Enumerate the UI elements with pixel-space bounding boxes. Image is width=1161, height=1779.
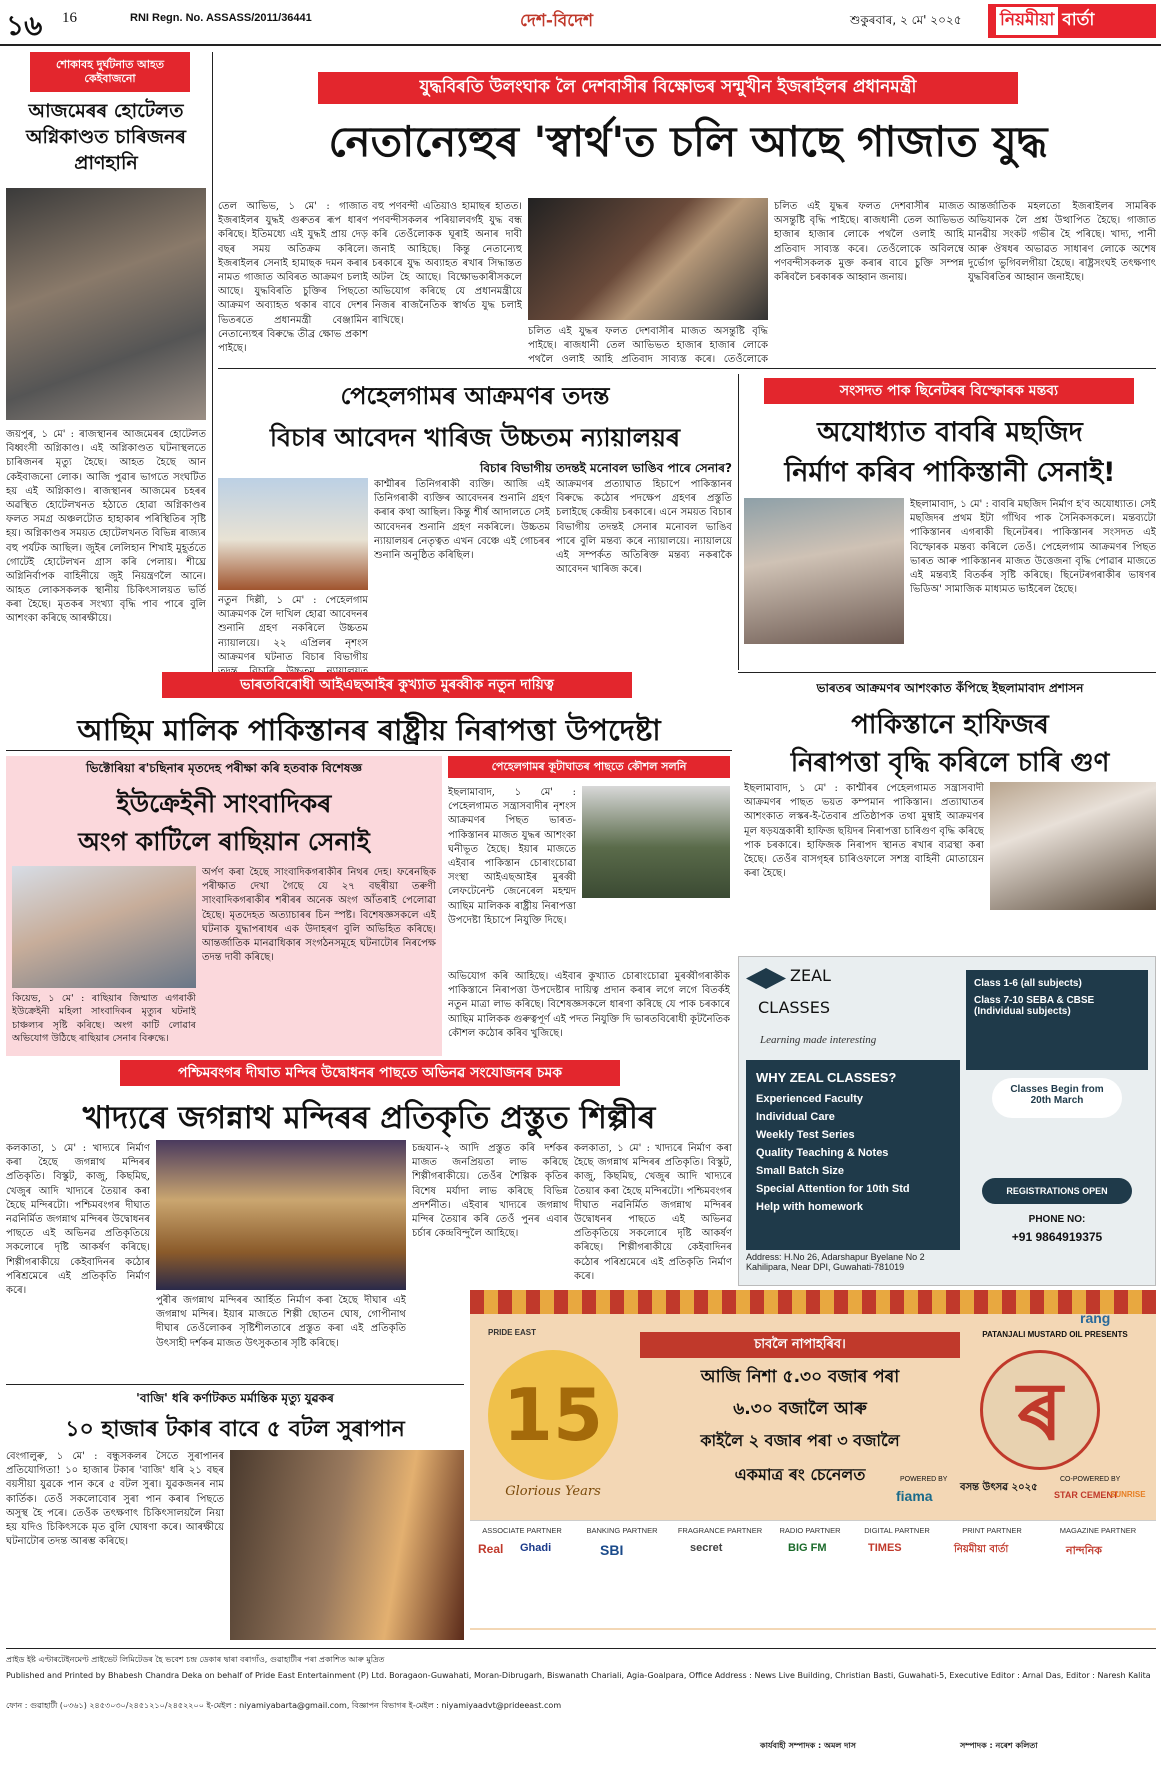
temple-replica-photo: [156, 1140, 406, 1290]
festive-line-4: কাইলৈ ২ বজাৰ পৰা ৩ বজালৈ: [700, 1431, 900, 1450]
secret-logo: secret: [690, 1542, 723, 1554]
zeal-begin: Classes Begin from 20th March: [992, 1078, 1122, 1118]
asim-body-2: অভিযোগ কৰি আহিছে। এইবাৰ কুখ্যাত চোৰাংচোৱা মুৰব্বীগৰাকীক পাকিস্তানে নিৰাপত্তা উপদেষ্টাৰ দায়িত্ব প্ৰদান কৰাৰ লগে লগে বিতৰ্কই নতুন মাত্ৰা লাভ কৰিছে। বিশেষজ্ঞসকলে ধাৰণা কৰিছে যে পাক চৰকাৰে আছিম মালিকক গুৰুত্বপূৰ্ণ এই পদত নিযুক্তি দি ভাৰতবিৰোধী কূটনৈতিক কৌশল কঠোৰ কৰিব খুজিছে।: [448, 971, 730, 1039]
asim-kicker: ভাৰতবিৰোধী আইএছআইৰ কুখ্যাত মুৰব্বীক নতুন দায়িত্ব: [162, 672, 632, 698]
zeal-feature: Experienced Faculty: [756, 1093, 863, 1105]
footer-line-2: Published and Printed by Bhabesh Chandra Deka on behalf of Pride East Entertainment (P) Ltd. Boragaon-Guwahati, Moran-Dibrugarh, Biswanath Chariali, Agia-Goalpara, Office Address : News Live Building, Christian Basti, Guwahati-5, Executive Editor : Arnal Das, Editor : Naresh Kalita: [6, 1671, 1151, 1680]
hafiz-kicker: ভাৰতৰ আক্ৰমণৰ আশংকাত কঁপিছে ইছলামাবাদ প্ৰশাসন: [816, 681, 1084, 695]
zeal-class-1: Class 1-6 (all subjects): [974, 978, 1082, 989]
zeal-feature: Help with homework: [756, 1201, 863, 1213]
page-number-latin: 16: [62, 10, 77, 26]
jagannath-col3: চন্দ্ৰযান-২ আদি প্ৰস্তুত কৰি দৰ্শকৰ মাজত জনপ্ৰিয়তা লাভ কৰিছে শিল্পীগৰাকীয়ে। তেওঁৰ শৈল্পিক কৃতিৰ বিশেষ মৰ্যাদা লাভ কৰিছে বিভিন্ন প্ৰদৰ্শনীত। এইবাৰ খাদ্যৰে জগন্নাথ মন্দিৰ তৈয়াৰ কৰি তেওঁ পুনৰ এবাৰ চৰ্চাৰ কেন্দ্ৰবিন্দুলৈ আহিছে।: [412, 1143, 568, 1240]
ajmer-body: জয়পুৰ, ১ মে' : ৰাজস্থানৰ আজমেৰৰ হোটেলত বিধ্বংসী অগ্নিকাণ্ড। এই অগ্নিকাণ্ডত ঘটনাস্থলতে চাৰিজনৰ মৃত্যু হৈছে। আহত হৈছে আন কেইবাজনো লোক। আজি পুৱাৰ ভাগতে সংঘটিত হয় এই অগ্নিকাণ্ড। ৰাজস্থানৰ আজমেৰ চহৰৰ অৱস্থিত হোটেলখনত হঠাতে হোৱা অগ্নিকাণ্ডৰ ফলত সমগ্ৰ অঞ্চলটোত হাহাকাৰ পৰিস্থিতিৰ সৃষ্টি হয়। অগ্নিকাণ্ডৰ সময়ত হোটেলখনত বিভিন্ন ৰাজ্যৰ বহু পৰ্যটক আছিল। জুইৰ লেলিহান শিখাই মুহূৰ্ততে গোটেই হোটেলখন গ্ৰাস কৰি পেলায়। শীঘ্ৰে অগ্নিনিৰ্বাপক বাহিনীয়ে জুই নিয়ন্ত্ৰণলৈ আনে। আহত লোকসকলক স্থানীয় চিকিৎসালয়ত ভৰ্তি কৰা হৈছে। মৃতকৰ সংখ্যা বৃদ্ধি পাব পাৰে বুলি আশংকা কৰিছে আৰক্ষীয়ে।: [6, 429, 206, 625]
patanjali-logo: PATANJALI MUSTARD OIL PRESENTS: [982, 1330, 1128, 1339]
jagannath-col4: কলকাতা, ১ মে' : খাদ্যৰে নিৰ্মাণ কৰা হৈছে জগন্নাথ মন্দিৰৰ প্ৰতিকৃতি। বিস্কুট, কাজু, কিছমিছ, খেজুৰ আদি খাদ্যৰে তৈয়াৰ কৰা হৈছে মন্দিৰটো। পশ্চিমবংগৰ দীঘাত নৱনিৰ্মিত জগন্নাথ মন্দিৰৰ উদ্বোধনৰ পাছতে এই অভিনৱ প্ৰতিকৃতিয়ে সকলোৰে দৃষ্টি আকৰ্ষণ কৰিছে। শিল্পীগৰাকীয়ে কেইবাদিনৰ কঠোৰ পৰিশ্ৰমেৰে এই প্ৰতিকৃতি নিৰ্মাণ কৰে।: [574, 1143, 732, 1282]
jagannath-col2: পুৰীৰ জগন্নাথ মন্দিৰৰ আৰ্হিত নিৰ্মাণ কৰা হৈছে দীঘাৰ এই জগন্নাথ মন্দিৰ। ইয়াৰ মাজতে শিল্পী ছোতন ঘোষ, গোপীনাথ দীঘাৰ তেওঁলোকৰ সৃষ্টিশীলতাৰে প্ৰস্তুত কৰা এই প্ৰতিকৃতি উৎসাহী দৰ্শকৰ মাজত উৎসুকতাৰ সৃষ্টি কৰিছে।: [156, 1295, 406, 1349]
pahalgam-body-1: নতুন দিল্লী, ১ মে' : পেহেলগাম আক্ৰমণক লৈ দাখিল হোৱা আবেদনৰ শুনানি গ্ৰহণ নকৰিলে উচ্চতম ন্যায়ালয়ে। ২২ এপ্ৰিলৰ নৃশংস আক্ৰমণৰ ঘটনাত বিচাৰ বিভাগীয়: [218, 595, 368, 663]
logo-text-b: বাৰ্তা: [1062, 10, 1095, 30]
ajmer-fire-photo: [6, 188, 206, 420]
jagannath-kicker: পশ্চিমবংগৰ দীঘাত মন্দিৰ উদ্বোধনৰ পাছতে অভিনৱ সংযোজনৰ চমক: [120, 1060, 620, 1086]
footer-editor: সম্পাদক : নৰেশ কলিতা: [960, 1741, 1038, 1750]
big-ra-letter: ৰ: [980, 1350, 1100, 1470]
prideeast-logo: PRIDE EAST: [488, 1328, 537, 1337]
hafiz-body: ইছলামাবাদ, ১ মে' : কাশ্মীৰৰ পেহেলগামত সন্ত্ৰাসবাদী আক্ৰমণৰ পাছত ভয়ত কম্পমান পাকিস্তান। প্ৰত্যাঘাতৰ আশংকাত লস্কৰ-ই-তৈবাৰ প্ৰতিষ্ঠাপক তথা মুম্বাই আক্ৰমণৰ মূল ষড়যন্ত্ৰকাৰী হাফিজ ছয়িদৰ নিৰাপত্তা চাৰিগুণ বৃদ্ধি কৰিছে পাক চৰকাৰে। হাফিজক নিৰাপদ স্থানত ৰখাৰ ব্যৱস্থা কৰা হৈছে। তেওঁৰ বাসগৃহৰ চাৰিওফালে সশস্ত্ৰ বাহিনী মোতায়েন কৰা হৈছে।: [744, 783, 984, 880]
pahalgam-body-3: আক্ৰমণৰ প্ৰত্যাঘাত হিচাপে পাকিস্তানৰ বিৰুদ্ধে কঠোৰ পদক্ষেপ গ্ৰহণৰ প্ৰস্তুতি চলাইছে কেন্দ্ৰীয় চৰকাৰে। এনে সময়ত বিচাৰ বিভাগীয় তদন্তই সেনাৰ মনোবল ভাঙিব পাৰে বুলি মন্তব্য কৰে ন্যায়ালয়ে। ন্যায়ালয়ে এই সম্পৰ্কত অতিৰিক্ত মন্তব্য নকৰাকৈ আবেদন খাৰিজ কৰে।: [556, 479, 732, 576]
newspaper-logo: [988, 4, 1156, 38]
jagannath-headline: খাদ্যৰে জগন্নাথ মন্দিৰৰ প্ৰতিকৃতি প্ৰস্তুত শিল্পীৰ: [82, 1100, 656, 1136]
sunrise-logo: SUNRISE: [1110, 1490, 1146, 1499]
rang-logo: rang: [1080, 1310, 1111, 1326]
asim-headline: আছিম মালিক পাকিস্তানৰ ৰাষ্ট্ৰীয় নিৰাপত্তা উপদেষ্টা: [77, 713, 661, 747]
page-number: ১৬: [6, 9, 43, 42]
zeal-phone: +91 9864919375: [1011, 1230, 1103, 1244]
column-divider: [212, 52, 213, 682]
footer-divider: [6, 1648, 1156, 1649]
gaza-col4: আন্তৰ্জাতিক মহলতো ইজৰাইলৰ সামৰিক অভিযানক লৈ প্ৰশ্ন উত্থাপিত হৈছে। গাজাত মানৱীয় সংকট গভীৰ হৈ পৰিছে। খাদ্য, পানী আৰু ঔষধৰ অভাৱত সাধাৰণ লোকে অশেষ দুৰ্ভোগ ভুগিবলগীয়া হৈছে। ৰাষ্ট্ৰসংঘই তৎক্ষণাৎ যুদ্ধবিৰতিৰ আহ্বান জনাইছে।: [968, 201, 1156, 283]
ukraine-headline-1: ইউক্ৰেইনী সাংবাদিকৰ: [116, 789, 332, 818]
jagannath-col1: কলকাতা, ১ মে' : খাদ্যৰে নিৰ্মাণ কৰা হৈছে জগন্নাথ মন্দিৰৰ প্ৰতিকৃতি। বিস্কুট, কাজু, কিছমিছ, খেজুৰ আদি খাদ্যৰে তৈয়াৰ কৰা হৈছে মন্দিৰটো। পশ্চিমবংগৰ দীঘাত নৱনিৰ্মিত জগন্নাথ মন্দিৰৰ উদ্বোধনৰ পাছতে এই অভিনৱ প্ৰতিকৃতিয়ে সকলোৰে দৃষ্টি আকৰ্ষণ কৰিছে। শিল্পীগৰাকীয়ে কেইবাদিনৰ কঠোৰ পৰিশ্ৰমেৰে এই প্ৰতিকৃতি নিৰ্মাণ কৰে।: [6, 1143, 150, 1296]
babri-headline-1: অযোধ্যাত বাবৰি মছজিদ: [817, 417, 1083, 448]
zeal-title-2: CLASSES: [758, 998, 830, 1017]
section-title: দেশ-বিদেশ: [520, 11, 594, 31]
basanta-utsav: বসন্ত উৎসৱ ২০২৫: [960, 1482, 1038, 1493]
asim-inner-kicker: পেহেলগামৰ কূটাঘাতৰ পাছতে কৌশল সলনি: [448, 756, 730, 778]
gaza-col3b: চলিত এই যুদ্ধৰ ফলত দেশবাসীৰ মাজত অসন্তুষ্টি বৃদ্ধি পাইছে। ৰাজধানী তেল আভিভত হাজাৰ হাজাৰ লোকে পথলৈ ওলাই আহি প্ৰতিবাদ সাব্যস্ত কৰে। তেওঁলোকে অবিলম্বে পণবন্দীসকলক মুক্ত কৰাৰ বাবে চুক্তি সম্পন্ন কৰিবলৈ চৰকাৰক আহ্বান জনায়।: [774, 201, 964, 283]
section-divider: [6, 750, 732, 751]
section-divider: [218, 368, 1156, 369]
zeal-feature: Quality Teaching & Notes: [756, 1147, 889, 1159]
festive-border: [470, 1290, 1156, 1314]
ghadi-logo: Ghadi: [520, 1542, 552, 1554]
bigfm-logo: BIG FM: [788, 1542, 827, 1554]
nandanik-logo: নান্দনিক: [1066, 1544, 1102, 1557]
babri-body: ইছলামাবাদ, ১ মে' : বাবৰি মছজিদ নিৰ্মাণ হ'ব অযোধ্যাত। সেই মছজিদৰ প্ৰথম ইটা গাঁথিব পাক সৈনিকসকলে। মন্তব্যটো পাকিস্তানৰ এগৰাকী ছিনেটৰৰ। পাকিস্তানৰ সংসদত এই বিস্ফোৰক মন্তব্য কৰিলে তেওঁ। পেহেলগাম আক্ৰমণৰ পিছত ভাৰত আৰু পাকিস্তানৰ মাজত উত্তেজনা বৃদ্ধি পোৱাৰ মাজতে এই মন্তব্যই বিতৰ্কৰ সৃষ্টি কৰিছে। ছিনেটৰগৰাকীৰ ভাষণৰ ভিডিঅ' সামাজিক মাধ্যমত ভাইৰেল হৈছে।: [910, 499, 1156, 596]
gaza-col2: বহু পণবন্দী এতিয়াও হামাছৰ হাতত। পণবন্দীসকলৰ পৰিয়ালবৰ্গই যুদ্ধ বন্ধ কৰি তেওঁলোকক ঘূৰাই অনাৰ দাবী জনাই আহিছে। কিন্তু নেতান্যেহু চৰকাৰে যুদ্ধ অব্যাহত ৰখাৰ সিদ্ধান্তত অটল হৈ আছে। বিক্ষোভকাৰীসকলে অভিযোগ কৰিছে যে প্ৰধানমন্ত্ৰীয়ে নিজৰ ৰাজনৈতিক স্বাৰ্থত যুদ্ধ চলাই ৰাখিছে।: [372, 201, 522, 326]
ukraine-caption: কিয়েভ, ১ মে' : ৰাছিয়াৰ জিম্মাত এগৰাকী ইউক্ৰেইনী মহিলা সাংবাদিকৰ মৃত্যুৰ ঘটনাই চাঞ্চল্যৰ সৃষ্টি কৰিছে। অংগ কাটি লোৱাৰ অভিযোগ উঠিছে ৰাছিয়াৰ সেনাৰ বিৰুদ্ধে।: [12, 993, 196, 1044]
ukraine-headline-2: অংগ কাটিলে ৰাছিয়ান সেনাই: [78, 827, 370, 856]
zeal-title-1: ZEAL: [790, 966, 831, 985]
section-divider: [738, 672, 1156, 673]
partner-label: ASSOCIATE PARTNER: [482, 1526, 562, 1535]
gaza-col1: তেল আভিভ, ১ মে' : গাজাত ইজৰাইলৰ যুদ্ধই গুৰুতৰ ৰূপ ধাৰণ কৰিছে। ইতিমধ্যে এই যুদ্ধই প্ৰায় দেড় বছৰ সময় অতিক্ৰম কৰিলে। ইজৰাইলৰ সেনাই হামাছক দমন কৰাৰ নামত গাজাত অবিৰত আক্ৰমণ চলাই আছে। যুদ্ধবিৰতি চুক্তিৰ পিছতো আক্ৰমণ অব্যাহত থকাৰ বাবে দেশৰ ভিতৰতে প্ৰধানমন্ত্ৰী বেঞ্জামিন নেতান্যেহুৰ বিৰুদ্ধে তীব্ৰ ক্ষোভ প্ৰকাশ পাইছে।: [218, 201, 368, 354]
festive-line-2: আজি নিশা ৫.৩০ বজাৰ পৰা: [700, 1367, 900, 1387]
sbi-logo: SBI: [600, 1542, 624, 1558]
zeal-feature: Weekly Test Series: [756, 1129, 855, 1141]
star-cement-logo: STAR CEMENT: [1054, 1490, 1119, 1500]
partner-strip: [470, 1520, 1156, 1628]
zeal-tagline: Learning made interesting: [760, 1034, 877, 1046]
footer-line-3: ফোন : গুৱাহাটী (০৩৬১) ২৪৫৩০৩০/২৪৫১২১০/২৪৫২২০০ ই-মেইল : niyamiyabarta@gmail.com, বিজ্ঞাপন বিভাগৰ ই-মেইল : niyamiyaadvt@prideeast.com: [6, 1701, 562, 1710]
zeal-feature-panel: [746, 1060, 960, 1250]
festive-line-5: একমাত্ৰ ৰং চেনেলত: [734, 1465, 866, 1484]
footer-exec-editor: কাৰ্যবাহী সম্পাদক : অমল দাস: [760, 1741, 856, 1750]
senator-photo: [744, 498, 904, 644]
date: শুকুৰবাৰ, ২ মে' ২০২৫: [850, 13, 962, 27]
zeal-phone-label: PHONE NO:: [1028, 1214, 1086, 1225]
gaza-col3: চলিত এই যুদ্ধৰ ফলত দেশবাসীৰ মাজত অসন্তুষ্টি বৃদ্ধি পাইছে। ৰাজধানী তেল আভিভত হাজাৰ হাজাৰ লোকে পথলৈ ওলাই আহি প্ৰতিবাদ সাব্যস্ত কৰে। তেওঁলোকে: [528, 326, 768, 365]
zeal-feature: Individual Care: [756, 1111, 835, 1123]
ajmer-headline: আজমেৰৰ হোটেলত অগ্নিকাণ্ডত চাৰিজনৰ প্ৰাণহানি: [25, 100, 187, 175]
asim-malik-photo: [582, 786, 730, 898]
ukraine-kicker: ভিক্টোৰিয়া ৰ'চছিনাৰ মৃতদেহ পৰীক্ষা কৰি হতবাক বিশেষজ্ঞ: [86, 761, 362, 775]
section-divider: [6, 1384, 464, 1385]
baji-body: বেংগালুৰু, ১ মে' : বন্ধুসকলৰ সৈতে সুৰাপানৰ প্ৰতিযোগিতা! ১০ হাজাৰ টকাৰ 'বাজি' ধৰি ২১ বছৰ বয়সীয়া যুৱকে পান কৰে ৫ বটল সুৰা। যুৱকজনৰ নাম কাৰ্তিক। তেওঁ সকলোবোৰ সুৰা পান কৰাৰ পিছতে অসুস্থ হৈ পৰে। তেওঁক তৎক্ষণাৎ চিকিৎসালয়লৈ নিয়া হয় যদিও চিকিৎসকে মৃত বুলি ঘোষণা কৰে। আৰক্ষীয়ে ঘটনাটোৰ তদন্ত আৰম্ভ কৰিছে।: [6, 1451, 224, 1548]
real-logo: Real: [478, 1542, 504, 1556]
zeal-features: [756, 1093, 950, 1213]
times-logo: TIMES: [868, 1542, 902, 1554]
badge-15: 15: [488, 1350, 618, 1480]
youth-bottles-photo: [230, 1450, 464, 1640]
partner-label: MAGAZINE PARTNER: [1059, 1526, 1137, 1535]
zeal-feature: Special Attention for 10th Std: [756, 1183, 910, 1195]
ajmer-kicker: শোকাবহ দুৰ্ঘটনাত আহত কেইবাজনো: [30, 52, 190, 92]
powered-by: POWERED BY: [900, 1476, 948, 1483]
partner-label: PRINT PARTNER: [962, 1526, 1022, 1535]
partner-label: DIGITAL PARTNER: [864, 1526, 930, 1535]
pahalgam-headline-2: বিচাৰ আবেদন খাৰিজ উচ্চতম ন্যায়ালয়ৰ: [269, 423, 681, 452]
zeal-class-2: Class 7-10 SEBA & CBSE (Individual subjects): [974, 995, 1095, 1017]
rni-number: RNI Regn. No. ASSASS/2011/36441: [130, 12, 312, 24]
zeal-registrations: REGISTRATIONS OPEN: [982, 1178, 1132, 1204]
zeal-feature: Small Batch Size: [756, 1165, 845, 1177]
journalist-photo: [12, 866, 196, 988]
supreme-court-photo: [218, 478, 368, 590]
co-powered-by: CO-POWERED BY: [1060, 1476, 1121, 1483]
logo-text-a: নিয়মীয়া: [996, 7, 1058, 35]
hafiz-photo: [990, 782, 1156, 910]
glorious-years: Glorious Years: [505, 1484, 601, 1499]
festive-line-1: চাবলৈ নাপাহৰিব।: [640, 1332, 960, 1358]
partner-label: BANKING PARTNER: [586, 1526, 658, 1535]
pahalgam-headline-1: পেহেলগামৰ আক্ৰমণৰ তদন্ত: [340, 382, 610, 410]
niyamiya-print-logo: নিয়মীয়া বাৰ্তা: [954, 1544, 1009, 1555]
hafiz-headline-1: পাকিস্তানে হাফিজৰ: [851, 710, 1049, 740]
ukraine-body: অৰ্পণ কৰা হৈছে সাংবাদিকগৰাকীৰ নিথৰ দেহ। ফৰেনছিক পৰীক্ষাত দেখা গৈছে যে ২৭ বছৰীয়া তৰুণী সাংবাদিকগৰাকীৰ শৰীৰৰ অনেক অংগ আঁতৰাই পেলোৱা হৈছে। মৃতদেহত অত্যাচাৰৰ চিন স্পষ্ট। বিশেষজ্ঞসকলে এই ঘটনাক যুদ্ধাপৰাধৰ এক উদাহৰণ বুলি অভিহিত কৰিছে। আন্তৰ্জাতিক মানৱাধিকাৰ সংগঠনসমূহে ঘটনাটোৰ নিৰপেক্ষ তদন্ত দাবী কৰিছে।: [202, 867, 436, 964]
partner-label: FRAGRANCE PARTNER: [677, 1526, 763, 1535]
fiama-logo: fiama: [896, 1488, 933, 1504]
hafiz-headline-2: নিৰাপত্তা বৃদ্ধি কৰিলে চাৰি গুণ: [790, 748, 1110, 778]
footer-line-1: প্ৰাইড ইষ্ট এণ্টাৰটেইনমেণ্ট প্ৰাইভেট লিমিটেডৰ হৈ ভবেশ চন্দ্ৰ ডেকাৰ দ্বাৰা বৰাগাঁও, গুৱাহাটীৰ পৰা প্ৰকাশিত আৰু মুদ্ৰিত: [6, 1655, 385, 1664]
pahalgam-body-2: কাশ্মীৰৰ তিনিগৰাকী ব্যক্তি। আজি এই তিনিগৰাকী ব্যক্তিৰ আবেদনৰ শুনানি গ্ৰহণ কৰাৰ কথা আছিল। কিন্তু শীৰ্ষ আদালতে সেই আবেদনৰ শুনানি গ্ৰহণ নকৰিলে। উচ্চতম ন্যায়ালয়ৰ নেতৃত্বত এখন বেঞ্চে এই গোচৰৰ শুনানি অনুষ্ঠিত কৰিছিল।: [374, 479, 550, 561]
gaza-protest-photo: [528, 198, 768, 320]
asim-body-1: ইছলামাবাদ, ১ মে' : পেহেলগামত সন্ত্ৰাসবাদীৰ নৃশংস আক্ৰমণৰ পিছত ভাৰত-পাকিস্তানৰ মাজত যুদ্ধৰ আশংকা ঘনীভূত হৈছে। ইয়াৰ মাজতে এইবাৰ পাকিস্তান চোৰাংচোৱা সংস্থা আইএছআইৰ মুৰব্বী লেফটেনেন্ট জেনেৰেল মহম্মদ আছিম মালিকক ৰাষ্ট্ৰীয় নিৰাপত্তা উপদেষ্টা হিচাপে নিযুক্তি দিছে।: [448, 787, 576, 926]
babri-kicker: সংসদত পাক ছিনেটৰৰ বিস্ফোৰক মন্তব্য: [764, 378, 1134, 404]
pahalgam-subhead: বিচাৰ বিভাগীয় তদন্তই মনোবল ভাঙিব পাৰে সেনাৰ?: [479, 461, 732, 475]
zeal-class-box: [966, 970, 1148, 1070]
baji-headline: ১০ হাজাৰ টকাৰ বাবে ৫ বটল সুৰাপান: [65, 1417, 405, 1442]
gaza-headline: নেতান্যেহুৰ 'স্বাৰ্থ'ত চলি আছে গাজাত যুদ্ধ: [328, 117, 1048, 166]
baji-kicker: 'বাজি' ধৰি কৰ্ণাটকত মৰ্মান্তিক মৃত্যু যুৱকৰ: [136, 1391, 334, 1405]
zeal-why: WHY ZEAL CLASSES?: [756, 1070, 897, 1085]
partner-label: RADIO PARTNER: [779, 1526, 841, 1535]
babri-headline-2: নিৰ্মাণ কৰিব পাকিস্তানী সেনাই!: [784, 457, 1116, 488]
festive-line-3: ৬.৩০ বজালৈ আৰু: [733, 1399, 867, 1419]
gaza-kicker: যুদ্ধবিৰতি উলংঘাক লৈ দেশবাসীৰ বিক্ষোভৰ সন্মুখীন ইজৰাইলৰ প্ৰধানমন্ত্ৰী: [318, 72, 1018, 104]
zeal-address: Address: H.No 26, Adarshapur Byelane No 2 Kahilipara, Near DPI, Guwahati-781019: [746, 1252, 925, 1272]
